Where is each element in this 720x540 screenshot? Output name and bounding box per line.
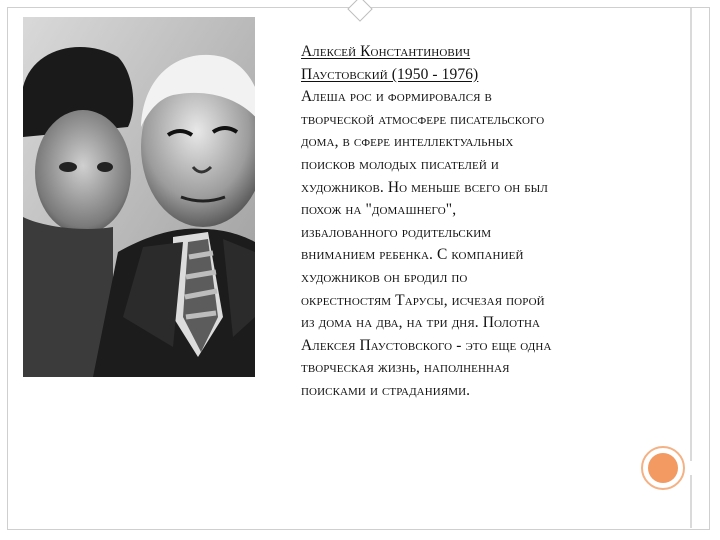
body-line: Алексея Паустовского - это еще одна: [301, 336, 552, 354]
slide-text: [301, 41, 669, 403]
right-rule-line: [690, 8, 692, 528]
body-line: похож на "домашнего",: [301, 201, 457, 219]
body-line: Алеша рос и формировался в: [301, 88, 492, 106]
orange-circle-ornament: [648, 453, 678, 483]
body-line: творческая жизнь, наполненная: [301, 359, 510, 377]
title-line-1: Алексей Константинович: [301, 43, 471, 60]
body-line: поисками и страданиями.: [301, 381, 471, 399]
body-line: творческой атмосфере писательского: [301, 110, 545, 128]
title-line-2: Паустовский (1950 - 1976): [301, 65, 479, 83]
body-line: из дома на два, на три дня. Полотна: [301, 314, 541, 332]
body-line: окрестностям Тарусы, исчезая порой: [301, 291, 545, 309]
body-line: художников. Но меньше всего он был: [301, 178, 548, 196]
body-line: избалованного родительским: [301, 223, 492, 241]
frame-gap: [686, 461, 696, 475]
portrait-photo: [23, 17, 255, 377]
body-line: дома, в сфере интеллектуальных: [301, 133, 514, 151]
body-line: вниманием ребенка. С компанией: [301, 246, 524, 264]
body-line: поисков молодых писателей и: [301, 155, 499, 173]
body-line: художников он бродил по: [301, 268, 468, 286]
